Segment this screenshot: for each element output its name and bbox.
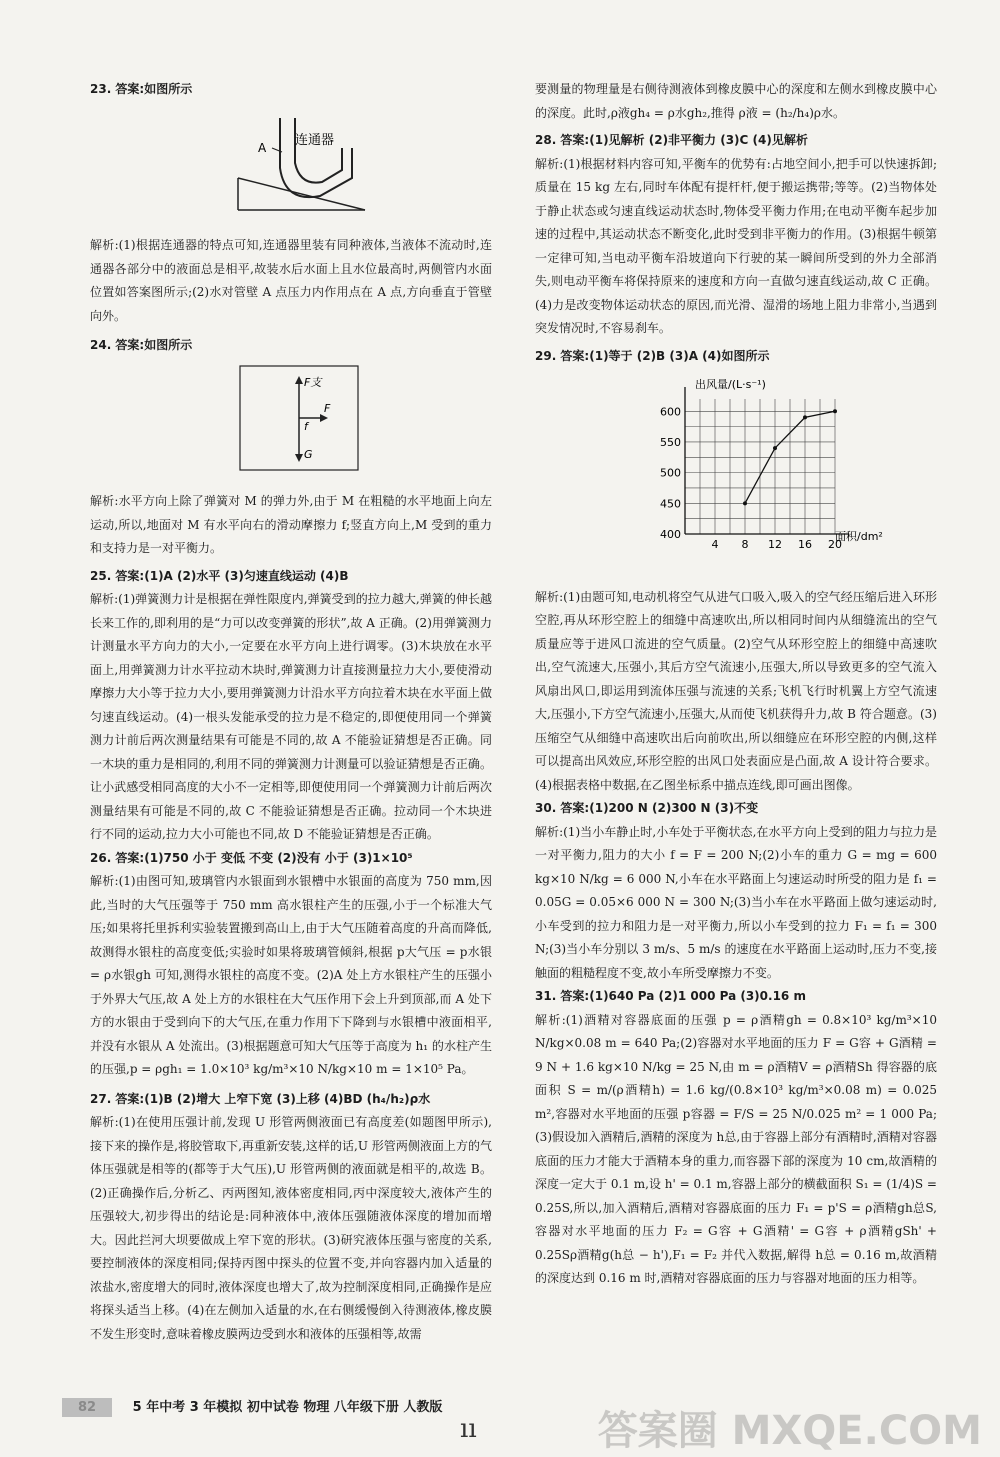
q24-label-fzhi: F支 <box>304 375 322 389</box>
chart-grid <box>685 399 835 534</box>
q27-answer: 27. 答案:(1)B (2)增大 上窄下宽 (3)上移 (4)BD (h₄/h₂)ρ水 <box>90 1091 431 1106</box>
q27-continued: 要测量的物理量是右侧待测液体到橡皮膜中心的深度和左侧水到橡皮膜中心的深度。此时,ρ液gh₄ = ρ水gh₂,推得 ρ液 = (h₂/h₄)ρ水。 <box>535 82 937 120</box>
q29-answer: 29. 答案:(1)等于 (2)B (3)A (4)如图所示 <box>535 348 770 363</box>
chart-tick-labels <box>660 405 842 551</box>
footer-text: 5 年中考 3 年模拟 初中试卷 物理 八年级下册 人教版 <box>132 1400 443 1415</box>
q25-answer: 25. 答案:(1)A (2)水平 (3)匀速直线运动 (4)B <box>90 568 349 583</box>
x-tick-label: 20 <box>828 538 842 551</box>
q27-explain: 解析:(1)在使用压强计前,发现 U 形管两侧液面已有高度差(如题图甲所示),接下来的操作是,将胶管取下,再重新安装,这样的话,U 形管两侧液面上方的气体压强就是相等的(都等于大气压),U 形管两侧的液面就是相平的,故选 B。(2)正确操作后,分析乙、丙两图知,液体密度相同,丙中深度较大,液体产生的压强较大,初步得出的结论是:同种液体中,液体压强随液体深度的增加而增大。因此拦河大坝要做成上窄下宽的形状。(3)研究液体压强与密度的关系,要控制液体的深度相同;保持丙图中探头的位置不变,并向容器内加入适量的浓盐水,密度增大的同时,液体深度也增大了,故为控制深度相同,正确操作是应将探头适当上移。(4)在左侧加入适量的水,在右侧缓慢倒入待测液体,橡皮膜不发生形变时,意味着橡皮膜两边受到水和液体的压强相等,故需 <box>90 1115 492 1341</box>
q23-answer: 23. 答案:如图所示 <box>90 82 193 96</box>
data-point <box>803 415 807 419</box>
q23-label-a: A <box>258 140 267 155</box>
watermark-logo: 答案圈 MXQE.COM <box>597 1407 982 1454</box>
x-tick-label: 4 <box>711 538 719 551</box>
q24-explain: 解析:水平方向上除了弹簧对 M 的弹力外,由于 M 在粗糙的水平地面上向左运动,所以,地面对 M 有水平向右的滑动摩擦力 f;竖直方向上,M 受到的重力和支持力是一对平衡力。 <box>90 494 492 555</box>
y-tick-label: 600 <box>660 405 681 419</box>
q31-answer: 31. 答案:(1)640 Pa (2)1 000 Pa (3)0.16 m <box>535 989 806 1003</box>
q23-explain: 解析:(1)根据连通器的特点可知,连通器里装有同种液体,当液体不流动时,连通器各部分中的液面总是相平,故装水后水面上且水位最高时,两侧管内水面位置如答案图所示;(2)水对管壁 A 点压力内作用点在 A 点,方向垂直于管壁向外。 <box>90 238 492 323</box>
y-tick-label: 400 <box>660 528 681 541</box>
q24-label-g: G <box>304 447 313 461</box>
q30-answer: 30. 答案:(1)200 N (2)300 N (3)不变 <box>535 801 759 815</box>
y-tick-label: 500 <box>660 466 681 480</box>
chart-axes <box>685 387 849 534</box>
handwritten-mark: ıı <box>460 1414 477 1444</box>
q23-figure <box>90 108 492 227</box>
q26-explain: 解析:(1)由图可知,玻璃管内水银面到水银槽中水银面的高度为 750 mm,因此,当时的大气压强等于 750 mm 高水银柱产生的压强,小于一个标准大气压;如果将托里拆利实验装置搬到高山上,由于大气压随着高度的升高而降低,故测得水银柱的高度变低;实验时如果将玻璃管倾斜,根据 p大气压 = p水银 = ρ水银gh 可知,测得水银柱的高度不变。(2)A 处上方水银柱产生的压强小于外界大气压,故 A 处上方的水银柱在大气压作用下会上升到顶部,而 A 处下方的水银由于受到向下的大气压,在重力作用下下降到与水银槽中液面相平,并没有水银从 A 处流出。(3)根据题意可知大气压等于高度为 h₁ 的水柱产生的压强,p = ρgh₁ = 1.0×10³ kg/m³×10 N/kg×10 m = 1×10⁵ Pa。 <box>90 874 492 1076</box>
q24-label-f: F <box>324 401 331 415</box>
q31-explain: 解析:(1)酒精对容器底面的压强 p = ρ酒精gh = 0.8×10³ kg/m³×10 N/kg×0.08 m = 640 Pa;(2)容器对水平地面的压力 F = G容 + G酒精 = 9 N + 1.6 kg×10 N/kg = 25 N,由 m = ρ酒精V = ρ酒精Sh 得容器的底面积 S = m/(ρ酒精h) = 1.6 kg/(0.8×10³ kg/m³×0.08 m) = 0.025 m²,容器对水平地面的压强 p容器 = F/S = 25 N/0.025 m² = 1 000 Pa;(3)假设加入酒精后,酒精的深度为 h总,由于容器上部分有酒精时,酒精对容器底面的压力才能大于酒精本身的重力,而容器下部的深度为 10 cm,故酒精的深度一定大于 0.1 m,设 h' = 0.1 m,容器上部分的横截面积 S₁ = (1/4)S = 0.25S,所以,加入酒精后,酒精对容器底面的压力 F₁ = p'S = ρ酒精gh总S,容器对水平地面的压力 F₂ = G容 + G酒精' = G容 + ρ酒精gSh' + 0.25Sρ酒精g(h总 − h'),F₁ = F₂ 并代入数据,解得 h总 = 0.16 m,故酒精的深度达到 0.16 m 时,酒精对容器底面的压力与容器对地面的压力相等。 <box>535 1012 937 1285</box>
x-tick-label: 12 <box>768 538 782 551</box>
q24-label-friction: f <box>304 419 308 433</box>
q23-label: 连通器 <box>295 132 335 148</box>
q26-answer: 26. 答案:(1)750 小于 变低 不变 (2)没有 小于 (3)1×10⁵ <box>90 850 413 865</box>
x-tick-label: 16 <box>798 538 812 551</box>
q29-chart <box>535 374 937 578</box>
q30-explain: 解析:(1)当小车静止时,小车处于平衡状态,在水平方向上受到的阻力与拉力是一对平衡力,阻力的大小 f = F = 200 N;(2)小车的重力 G = mg = 600 kg×10 N/kg = 6 000 N,小车在水平路面上匀速运动时所受的阻力是 f₁ = 0.05G = 0.05×6 000 N = 300 N;(3)当小车在水平路面上做匀速运动时,小车受到的拉力和阻力是一对平衡力,所以小车受到的拉力 F₁ = f₁ = 300 N;(3)当小车分别以 3 m/s、5 m/s 的速度在水平路面上运动时,压力不变,接触面的粗糙程度不变,故小车所受摩擦力不变。 <box>535 824 937 980</box>
y-tick-label: 550 <box>660 435 681 449</box>
chart-xlabel: 面积/dm² <box>835 530 883 543</box>
x-tick-label: 8 <box>741 538 749 551</box>
chart-ylabel: 出风量/(L·s⁻¹) <box>695 378 766 391</box>
page-number: 82 <box>62 1398 112 1417</box>
left-column <box>90 78 492 1346</box>
y-tick-label: 450 <box>660 497 681 511</box>
q28-answer: 28. 答案:(1)见解析 (2)非平衡力 (3)C (4)见解析 <box>535 133 808 147</box>
data-point <box>833 409 837 413</box>
q24-answer: 24. 答案:如图所示 <box>90 338 193 352</box>
q24-figure <box>90 364 492 483</box>
q25-explain: 解析:(1)弹簧测力计是根据在弹性限度内,弹簧受到的拉力越大,弹簧的伸长越长来工作的,即利用的是“力可以改变弹簧的形状”,故 A 正确。(2)用弹簧测力计测量水平方向力的大小,一定要在水平方向上进行调零。(3)木块放在水平面上,用弹簧测力计水平拉动木块时,弹簧测力计直接测量拉力大小,要使滑动摩擦力大小等于拉力大小,要用弹簧测力计沿水平方向拉着木块在水平面上做匀速直线运动。(4)一根头发能承受的拉力是不稳定的,即便使用同一个弹簧测力计前后两次测量结果有可能是不同的,故 A 不能验证猜想是否正确。同一木块的重力是相同的,利用不同的弹簧测力计测量可以验证猜想是否正确。让小武感受相同高度的大小不一定相等,即便使用同一个弹簧测力计前后两次测量结果有可能是不同的,故 C 不能验证猜想是否正确。拉动同一个木块进行不同的运动,拉力大小可能也不同,故 D 不能验证猜想是否正确。 <box>90 592 492 841</box>
q28-explain: 解析:(1)根据材料内容可知,平衡车的优势有:占地空间小,把手可以快速拆卸;质量在 15 kg 左右,同时车体配有提杆杆,便于搬运携带;等等。(2)当物体处于静止状态或匀速直线运动状态时,物体受平衡力作用;在电动平衡车起步加速的过程中,其运动状态不断变化,此时受到非平衡力的作用。(3)根据牛顿第一定律可知,当电动平衡车沿坡道向下行驶的某一瞬间所受到的外力全部消失,则电动平衡车将保持原来的速度和方向一直做匀速直线运动,故 C 正确。(4)力是改变物体运动状态的原因,而光滑、湿滑的场地上阻力非常小,当遇到突发情况时,不容易刹车。 <box>535 156 937 335</box>
data-point <box>743 501 747 505</box>
data-point <box>773 446 777 450</box>
q29-explain: 解析:(1)由题可知,电动机将空气从进气口吸入,吸入的空气经压缩后进入环形空腔,再从环形空腔上的细缝中高速吹出,所以相同时间内从细缝流出的空气质量应等于进风口流进的空气质量。(2)空气从环形空腔上的细缝中高速吹出,空气流速大,压强小,其后方空气流速小,压强大,所以导致更多的空气流入风扇出风口,即运用到流体压强与流速的关系;飞机飞行时机翼上方空气流速大,压强小,下方空气流速小,压强大,从而使飞机获得升力,故 B 符合题意。(3)压缩空气从细缝中高速吹出后向前吹出,所以细缝应在环形空腔的内侧,这样可以提高出风效应,环形空腔的出风口处表面应是凸面,故 A 设计符合要求。(4)根据表格中数据,在乙图坐标系中描点连线,即可画出图像。 <box>535 589 937 792</box>
page-footer <box>62 1396 442 1420</box>
right-column <box>535 78 937 1291</box>
